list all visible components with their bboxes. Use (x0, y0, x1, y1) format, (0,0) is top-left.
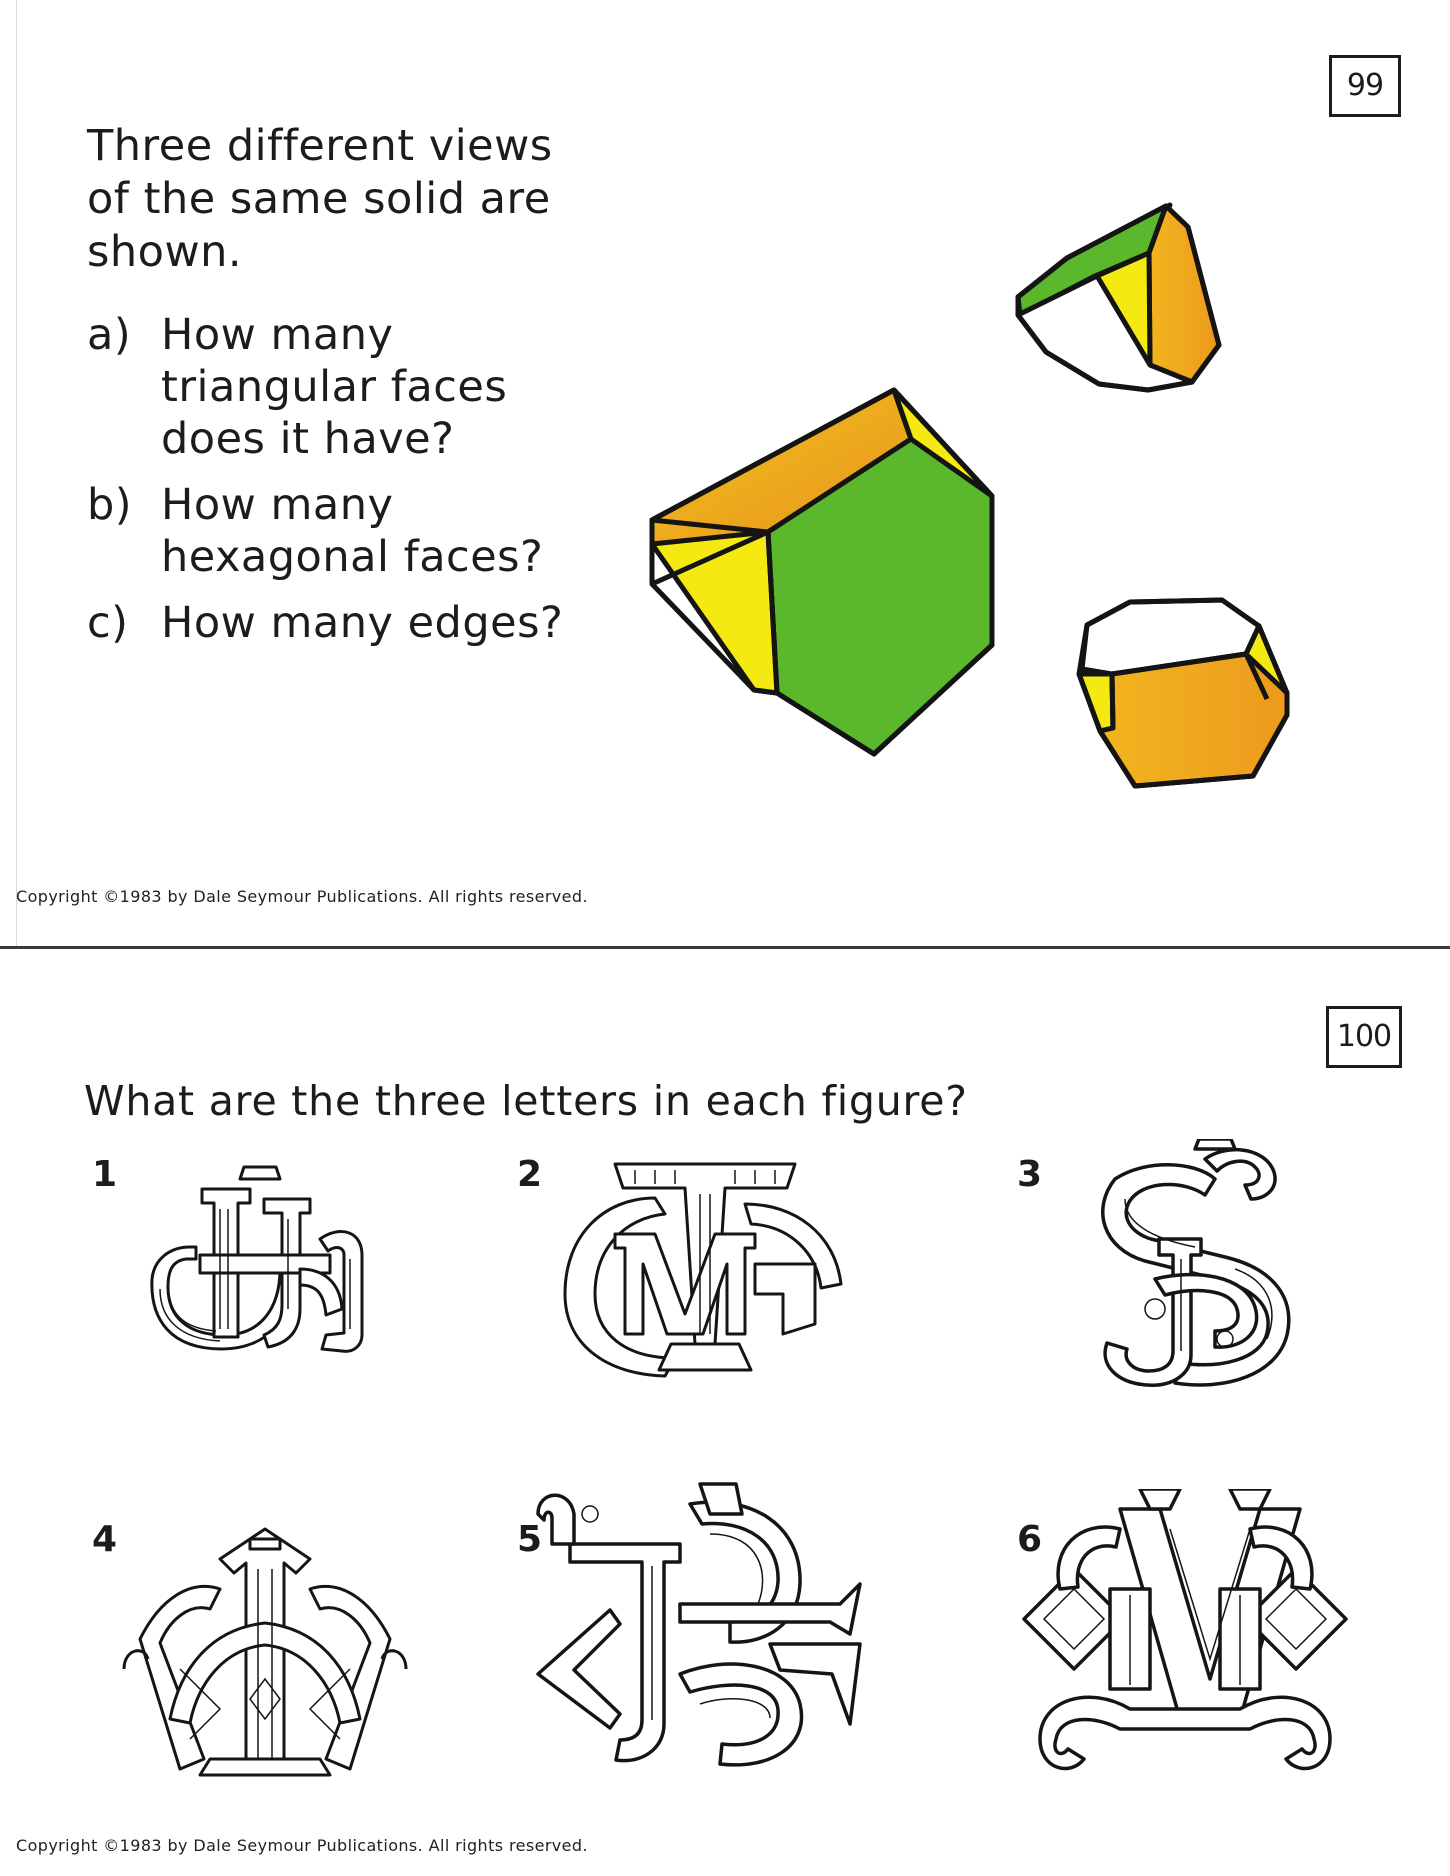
figure-label-6: 6 (1017, 1519, 1043, 1560)
card-edge (16, 0, 17, 948)
monogram-2-icon (555, 1144, 855, 1384)
small-view-top (1018, 205, 1219, 390)
large-view-solid (652, 390, 992, 754)
card-number: 100 (1326, 1006, 1402, 1068)
question-a (87, 309, 587, 465)
monogram-5-icon (530, 1474, 890, 1774)
question-list (87, 309, 587, 663)
question-letter: b) (87, 480, 133, 530)
card-number: 99 (1329, 55, 1401, 117)
monogram-6-icon (1020, 1489, 1350, 1779)
problem-prompt: What are the three letters in each figure? (84, 1077, 968, 1125)
figure-label-3: 3 (1017, 1154, 1043, 1195)
question-text: How many triangular faces does it have? (161, 310, 508, 464)
copyright-notice: Copyright ©1983 by Dale Seymour Publications. All rights reserved. (16, 1836, 588, 1855)
copyright-notice: Copyright ©1983 by Dale Seymour Publications. All rights reserved. (16, 887, 588, 906)
question-letter: c) (87, 598, 129, 648)
monogram-1-icon (140, 1159, 380, 1389)
figure-label-4: 4 (92, 1519, 118, 1560)
small-view-bottom (1079, 600, 1287, 786)
question-b (87, 479, 587, 583)
problem-intro: Three different views of the same solid are shown. (87, 121, 553, 277)
figure-label-2: 2 (517, 1154, 543, 1195)
truncated-octahedron-views (640, 190, 1360, 830)
card-100 (0, 949, 1450, 1876)
question-letter: a) (87, 310, 132, 360)
figure-label-5: 5 (517, 1519, 543, 1560)
figure-label-1: 1 (92, 1154, 118, 1195)
monogram-3-icon (1055, 1139, 1325, 1399)
question-text: How many edges? (161, 598, 564, 648)
monogram-4-icon (120, 1519, 410, 1779)
question-c (87, 597, 587, 649)
question-text: How many hexagonal faces? (161, 480, 544, 582)
